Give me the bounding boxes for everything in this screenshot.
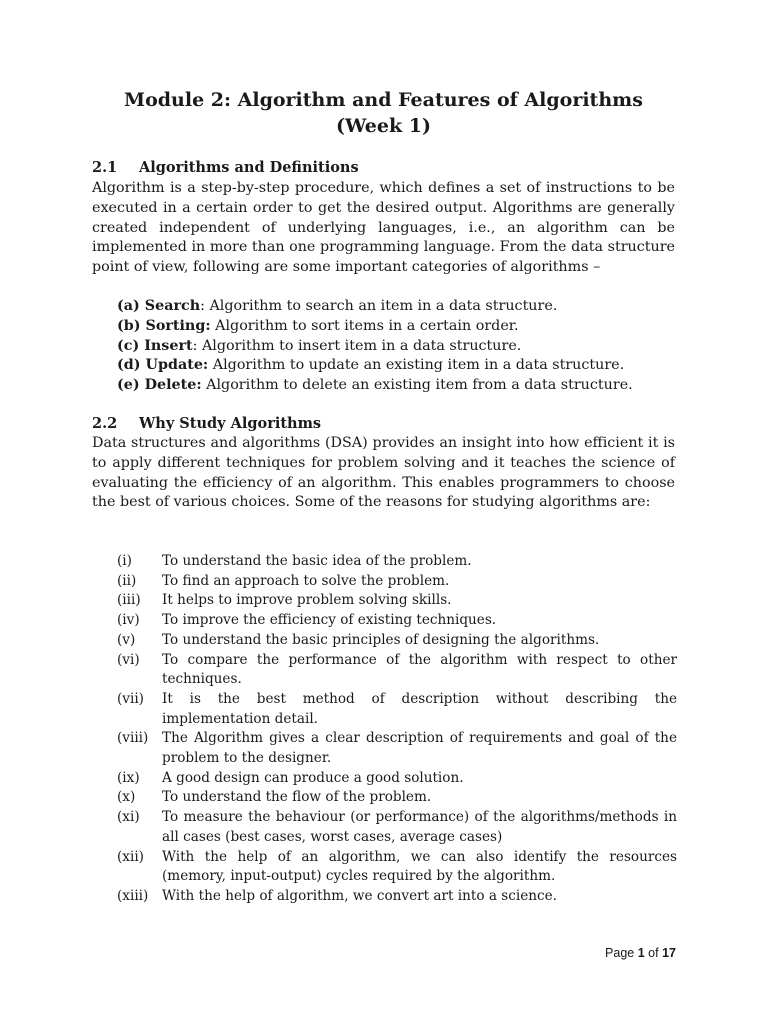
category-label: (c) Insert bbox=[117, 337, 193, 354]
list-item bbox=[117, 788, 677, 808]
category-text: Algorithm to search an item in a data structure. bbox=[204, 298, 558, 314]
section-number: 2.1 bbox=[92, 159, 118, 176]
list-text: It is the best method of description without describing the implementation detail. bbox=[162, 690, 677, 727]
list-text: The Algorithm gives a clear description of requirements and goal of the problem to the designer. bbox=[162, 730, 677, 767]
category-text: Algorithm to insert item in a data structure. bbox=[197, 337, 522, 354]
list-marker: (viii) bbox=[117, 730, 149, 747]
category-text: Algorithm to sort items in a certain order. bbox=[210, 317, 519, 334]
list-item bbox=[117, 552, 677, 572]
section-heading-2-2 bbox=[92, 414, 321, 433]
list-text: To understand the flow of the problem. bbox=[162, 789, 432, 806]
list-item bbox=[117, 376, 677, 396]
title-line-2: (Week 1) bbox=[336, 115, 431, 137]
list-marker: (vii) bbox=[117, 690, 144, 707]
category-label: (b) Sorting: bbox=[117, 317, 211, 334]
list-marker: (xiii) bbox=[117, 887, 149, 904]
list-marker: (iv) bbox=[117, 612, 140, 629]
list-item bbox=[117, 651, 677, 690]
list-marker: (ii) bbox=[117, 572, 137, 589]
category-text: Algorithm to update an existing item in a data structure. bbox=[208, 357, 625, 374]
list-item bbox=[117, 769, 677, 789]
list-text: To measure the behaviour (or performance) of the algorithms/methods in all cases (best cases, worst cases, average cases) bbox=[162, 809, 677, 845]
section-heading-2-1 bbox=[92, 158, 359, 177]
section-title: Algorithms and Definitions bbox=[139, 159, 359, 176]
list-marker: (ix) bbox=[117, 769, 140, 786]
list-marker: (xii) bbox=[117, 848, 144, 865]
list-item bbox=[117, 729, 677, 768]
list-item bbox=[117, 690, 677, 729]
category-label: (e) Delete: bbox=[117, 377, 202, 394]
section-number: 2.2 bbox=[92, 415, 118, 432]
algorithm-categories-list bbox=[117, 297, 677, 396]
page-title bbox=[92, 87, 675, 139]
list-item bbox=[117, 631, 677, 651]
list-text: To compare the performance of the algorithm with respect to other techniques. bbox=[162, 651, 677, 688]
list-item bbox=[117, 591, 677, 611]
section-paragraph-2-1: Algorithm is a step-by-step procedure, which defines a set of instructions to be executed in a certain order to get the desired output. Algorithms are generally created independent of underlying languages, i.e., an algorithm can be implemented in more than one programming language. From the data structure point of view, following are some important categories of algorithms – bbox=[92, 180, 675, 276]
category-text: Algorithm to delete an existing item from a data structure. bbox=[201, 377, 633, 394]
page-word: Page bbox=[605, 946, 635, 960]
list-text: It helps to improve problem solving skills. bbox=[162, 592, 452, 609]
list-item bbox=[117, 808, 677, 847]
list-item bbox=[117, 848, 677, 887]
title-line-1: Module 2: Algorithm and Features of Algorithms bbox=[124, 89, 643, 111]
list-item: (c) Insert: Algorithm to insert item in a data structure. bbox=[117, 337, 522, 354]
list-text: To improve the efficiency of existing techniques. bbox=[162, 612, 497, 629]
current-page-number: 1 bbox=[637, 946, 645, 960]
of-word: of bbox=[648, 946, 659, 960]
list-item bbox=[117, 317, 677, 337]
list-text: To find an approach to solve the problem. bbox=[162, 572, 450, 589]
list-item bbox=[117, 356, 677, 376]
list-item: (a) Search: Algorithm to search an item in a data structure. bbox=[117, 298, 558, 314]
list-item bbox=[117, 887, 677, 907]
list-item bbox=[117, 611, 677, 631]
category-label: (d) Update: bbox=[117, 357, 209, 374]
list-marker: (iii) bbox=[117, 592, 141, 609]
list-text: With the help of an algorithm, we can also identify the resources (memory, input-output) cycles required by the algorithm. bbox=[162, 848, 677, 885]
total-page-count: 17 bbox=[662, 946, 676, 960]
list-marker: (vi) bbox=[117, 651, 140, 668]
category-label: (a) Search bbox=[117, 298, 201, 314]
section-paragraph-2-2: Data structures and algorithms (DSA) provides an insight into how efficient it is to apply different techniques for problem solving and it teaches the science of evaluating the efficiency of an algorithm. This enables programmers to choose the best of various choices. Some of the reasons for studying algorithms are: bbox=[92, 435, 675, 511]
list-text: To understand the basic principles of designing the algorithms. bbox=[162, 631, 600, 648]
list-marker: (x) bbox=[117, 789, 136, 806]
list-text: With the help of algorithm, we convert art into a science. bbox=[162, 887, 558, 904]
list-text: To understand the basic idea of the problem. bbox=[162, 553, 472, 569]
list-text: A good design can produce a good solution. bbox=[162, 769, 464, 786]
list-item bbox=[117, 572, 677, 592]
page-number-footer bbox=[605, 946, 676, 960]
list-marker: (i) bbox=[117, 553, 132, 569]
section-title: Why Study Algorithms bbox=[139, 415, 322, 432]
list-marker: (v) bbox=[117, 631, 136, 648]
reasons-list bbox=[117, 552, 677, 907]
list-marker: (xi) bbox=[117, 809, 140, 826]
